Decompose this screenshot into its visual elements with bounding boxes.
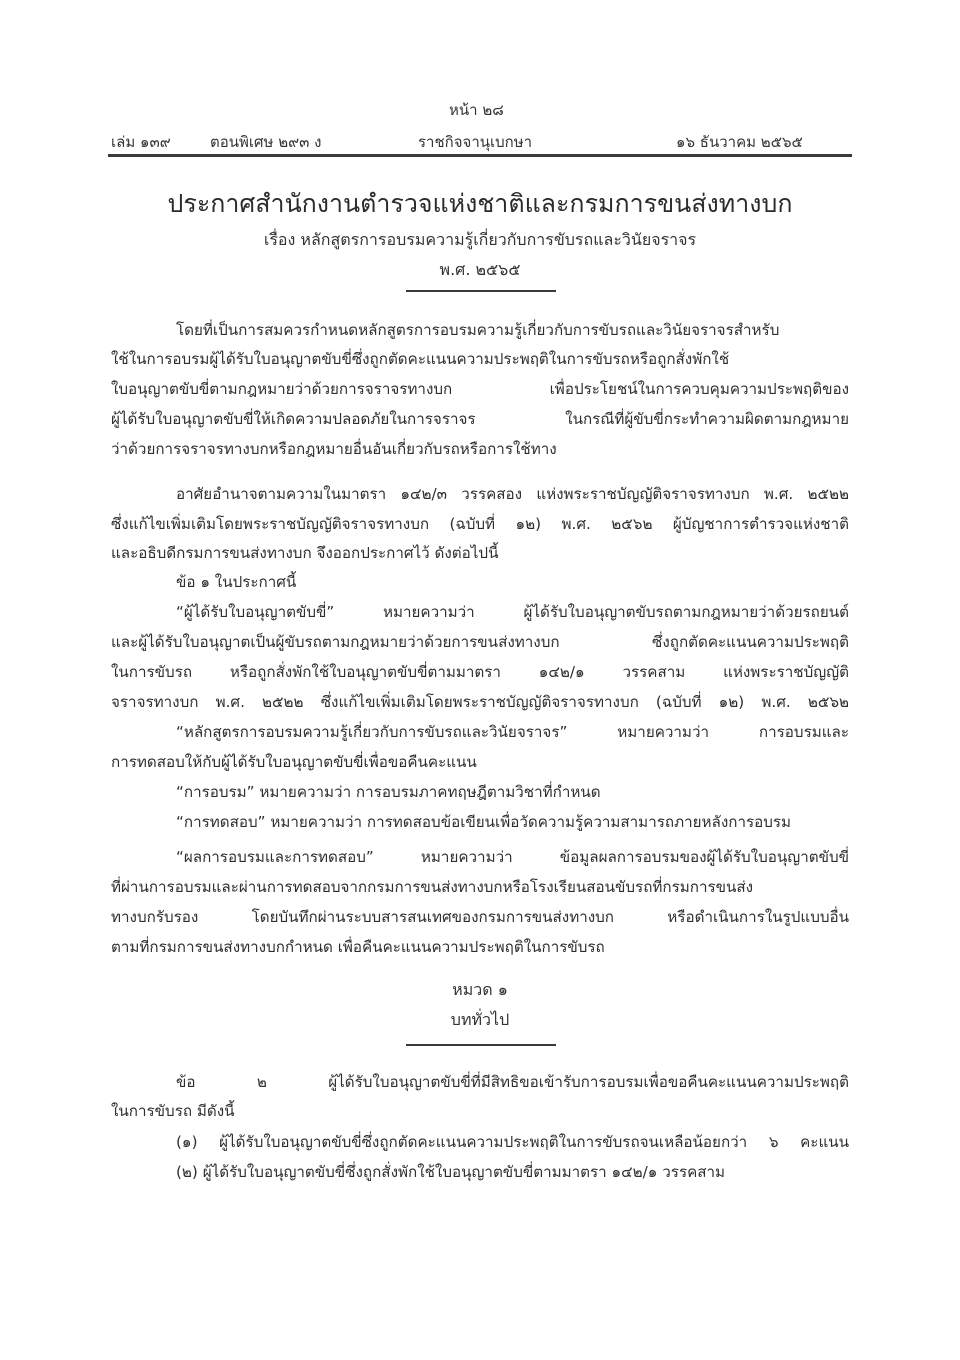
clause-1-heading: ข้อ ๑ ในประกาศนี้ — [176, 573, 297, 591]
authority-line: ซึ่งแก้ไขเพิ่มเติมโดยพระราชบัญญัติจราจรทางบก (ฉบับที่ ๑๒) พ.ศ. ๒๕๖๒ ผู้บัญชาการตำรวจแห่งชาติ — [111, 515, 849, 533]
preamble-line: ใช้ในการอบรมผู้ได้รับใบอนุญาตขับขี่ซึ่งถูกตัดคะแนนความประพฤติในการขับรถหรือถูกสั่งพักใช้ — [111, 350, 730, 368]
publication-name: ราชกิจจานุเบกษา — [418, 133, 533, 151]
definition-results: ที่ผ่านการอบรมและผ่านการทดสอบจากกรมการขนส่งทางบกหรือโรงเรียนสอนขับรถที่กรมการขนส่ง — [111, 878, 754, 896]
preamble-line: ใบอนุญาตขับขี่ตามกฎหมายว่าด้วยการจราจรทางบก เพื่อประโยชน์ในการควบคุมความประพฤติของ — [111, 380, 849, 398]
issue-number: ตอนพิเศษ ๒๙๓ ง — [210, 133, 322, 151]
header-divider — [108, 154, 852, 157]
authority-line: และอธิบดีกรมการขนส่งทางบก จึงออกประกาศไว้ ดังต่อไปนี้ — [111, 544, 499, 562]
authority-line: อาศัยอำนาจตามความในมาตรา ๑๔๒/๓ วรรคสอง แห่งพระราชบัญญัติจราจรทางบก พ.ศ. ๒๕๒๒ — [176, 485, 849, 503]
document-subject: เรื่อง หลักสูตรการอบรมความรู้เกี่ยวกับการขับรถและวินัยจราจร — [263, 230, 697, 249]
publication-date: ๑๖ ธันวาคม ๒๕๖๕ — [676, 133, 803, 151]
definition-license-holder: “ผู้ได้รับใบอนุญาตขับขี่” หมายความว่า ผู้ได้รับใบอนุญาตขับรถตามกฎหมายว่าด้วยรถยนต์ — [176, 603, 849, 621]
definition-license-holder: และผู้ได้รับใบอนุญาตเป็นผู้ขับรถตามกฎหมายว่าด้วยการขนส่งทางบก ซึ่งถูกตัดคะแนนความประพฤติ — [111, 633, 849, 651]
document-title: ประกาศสำนักงานตำรวจแห่งชาติและกรมการขนส่งทางบก — [167, 189, 793, 218]
preamble-line: ผู้ได้รับใบอนุญาตขับขี่ให้เกิดความปลอดภัยในการจราจร ในกรณีที่ผู้ขับขี่กระทำความผิดตามกฎหมาย — [111, 410, 849, 428]
definition-license-holder: จราจรทางบก พ.ศ. ๒๕๒๒ ซึ่งแก้ไขเพิ่มเติมโดยพระราชบัญญัติจราจรทางบก (ฉบับที่ ๑๒) พ.ศ. ๒๕๖๒ — [111, 693, 849, 711]
chapter-number: หมวด ๑ — [452, 980, 508, 999]
volume-number: เล่ม ๑๓๙ — [111, 133, 171, 151]
clause-2-text: ในการขับรถ มีดังนี้ — [111, 1102, 235, 1120]
preamble-line: โดยที่เป็นการสมควรกำหนดหลักสูตรการอบรมความรู้เกี่ยวกับการขับรถและวินัยจราจรสำหรับ — [176, 321, 780, 339]
definition-results: “ผลการอบรมและการทดสอบ” หมายความว่า ข้อมูลผลการอบรมของผู้ได้รับใบอนุญาตขับขี่ — [176, 848, 849, 866]
definition-training: “การอบรม” หมายความว่า การอบรมภาคทฤษฎีตามวิชาที่กำหนด — [176, 783, 601, 801]
definition-results: ทางบกรับรอง โดยบันทึกผ่านระบบสารสนเทศของกรมการขนส่งทางบก หรือดำเนินการในรูปแบบอื่น — [111, 908, 849, 926]
chapter-name: บททั่วไป — [450, 1010, 510, 1029]
definition-course: การทดสอบให้กับผู้ได้รับใบอนุญาตขับขี่เพื่อขอคืนคะแนน — [111, 753, 477, 771]
chapter-divider — [406, 1044, 556, 1046]
document-year: พ.ศ. ๒๕๖๕ — [439, 260, 521, 279]
clause-2-item: (๒) ผู้ได้รับใบอนุญาตขับขี่ซึ่งถูกสั่งพักใช้ใบอนุญาตขับขี่ตามมาตรา ๑๔๒/๑ วรรคสาม — [176, 1163, 726, 1181]
definition-license-holder: ในการขับรถ หรือถูกสั่งพักใช้ใบอนุญาตขับขี่ตามมาตรา ๑๔๒/๑ วรรคสาม แห่งพระราชบัญญัติ — [111, 663, 849, 681]
clause-2-item: (๑) ผู้ได้รับใบอนุญาตขับขี่ซึ่งถูกตัดคะแนนความประพฤติในการขับรถจนเหลือน้อยกว่า ๖ คะแนน — [176, 1133, 849, 1151]
preamble-line: ว่าด้วยการจราจรทางบกหรือกฎหมายอื่นอันเกี่ยวกับรถหรือการใช้ทาง — [111, 440, 557, 458]
definition-course: “หลักสูตรการอบรมความรู้เกี่ยวกับการขับรถและวินัยจราจร” หมายความว่า การอบรมและ — [176, 723, 849, 741]
clause-2-text: ข้อ ๒ ผู้ได้รับใบอนุญาตขับขี่ที่มีสิทธิขอเข้ารับการอบรมเพื่อขอคืนคะแนนความประพฤติ — [176, 1073, 849, 1091]
title-divider — [406, 290, 556, 292]
definition-results: ตามที่กรมการขนส่งทางบกกำหนด เพื่อคืนคะแนนความประพฤติในการขับรถ — [111, 938, 605, 956]
definition-test: “การทดสอบ” หมายความว่า การทดสอบข้อเขียนเพื่อวัดความรู้ความสามารถภายหลังการอบรม — [176, 813, 792, 831]
page-number: หน้า ๒๘ — [449, 101, 504, 119]
